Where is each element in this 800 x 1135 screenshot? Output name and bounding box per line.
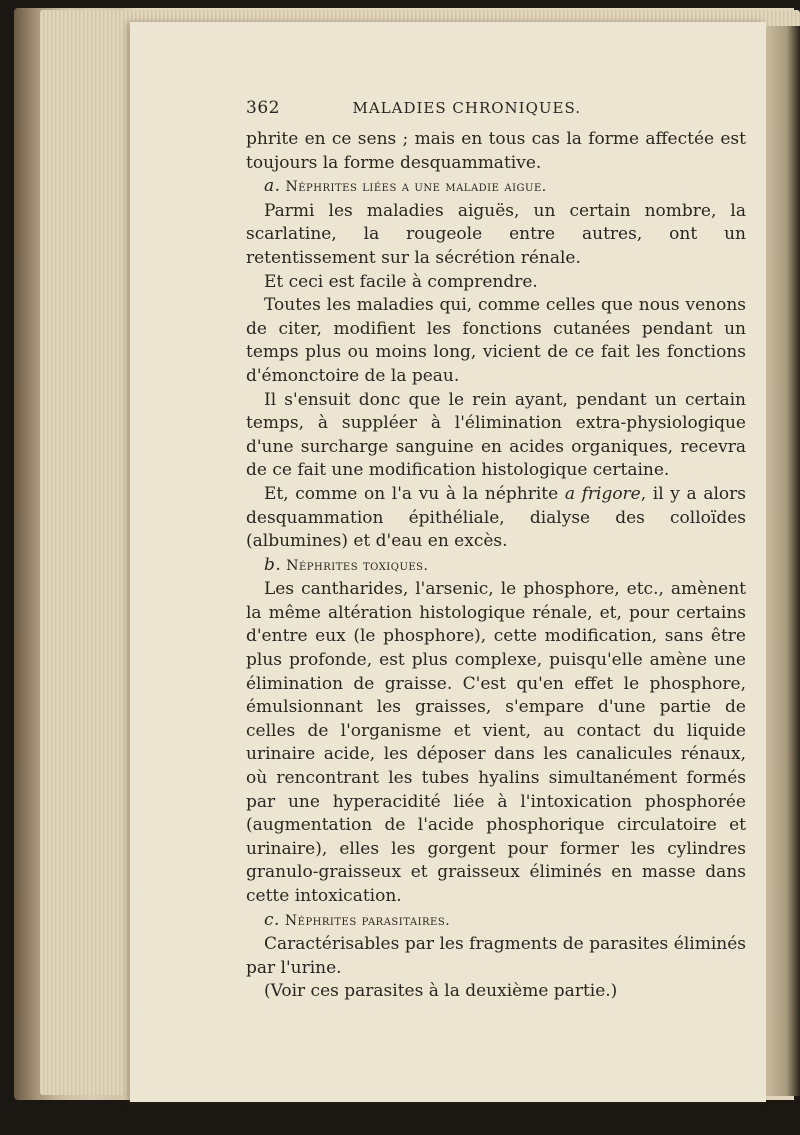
section-title: Néphrites liées a une maladie aigue. <box>285 179 547 196</box>
section-title: Néphrites toxiques. <box>286 557 429 574</box>
section-letter: b. <box>264 554 282 575</box>
section-title: Néphrites parasitaires. <box>284 912 451 929</box>
running-header <box>246 98 581 118</box>
paragraph: (Voir ces parasites à la deuxième partie.) <box>264 981 618 1002</box>
book-gutter-shadow <box>766 26 800 1096</box>
italic-term: a frigore <box>564 483 641 504</box>
paragraph-continuation: phrite en ce sens ; mais en tous cas la forme affectée est toujours la forme desquammative. <box>246 129 746 173</box>
running-title: MALADIES CHRONIQUES. <box>352 99 581 117</box>
section-letter: a. <box>264 176 281 197</box>
paragraph: Il s'ensuit donc que le rein ayant, pendant un certain temps, à suppléer à l'élimination extra-physiologique d'une surcharge sanguine en acides organiques, recevra de ce fait une modification histologique certaine. <box>246 389 746 481</box>
page-number: 362 <box>246 98 280 118</box>
paragraph: Parmi les maladies aiguës, un certain nombre, la scarlatine, la rougeole entre autres, ont un retentissement sur la sécrétion rénale. <box>246 200 746 268</box>
section-heading-b <box>246 554 746 579</box>
paragraph <box>246 483 746 554</box>
section-heading-a <box>246 175 746 200</box>
text-run: Et, comme on l'a vu à la néphrite <box>264 483 565 504</box>
section-letter: c. <box>264 909 280 930</box>
text-run: , il y a alors desquammation épithéliale, dialyse des colloïdes (albumines) et d'eau en excès. <box>246 483 746 552</box>
paragraph: Toutes les maladies qui, comme celles que nous venons de citer, modifient les fonctions cutanées pendant un temps plus ou moins long, vicient de ce fait les fonctions d'émonctoire de la peau. <box>246 295 746 386</box>
section-heading-c <box>246 909 746 934</box>
paragraph: Et ceci est facile à comprendre. <box>264 271 538 292</box>
paragraph: Les cantharides, l'arsenic, le phosphore, etc., amènent la même altération histologique rénale, et, pour certains d'entre eux (le phosphore), cette modification, sans être plus profonde, est plus complexe, puisqu'elle amène une élimination de graisse. C'est qu'en effet le phosphore, émulsionnant les graisses, s'empare d'une partie de celles de l'organisme et vient, au contact du liquide urinaire acide, les déposer dans les canalicules rénaux, où rencontrant les tubes hyalins simultanément formés par une hyperacidité liée à l'intoxication phosphorée (augmentation de l'acide phosphorique circulatoire et urinaire), elles les gorgent pour former les cylindres granulo-graisseux et graisseux éliminés en masse dans cette intoxication. <box>246 579 746 906</box>
paragraph: Caractérisables par les fragments de parasites éliminés par l'urine. <box>246 934 746 978</box>
page-text <box>246 98 746 1004</box>
